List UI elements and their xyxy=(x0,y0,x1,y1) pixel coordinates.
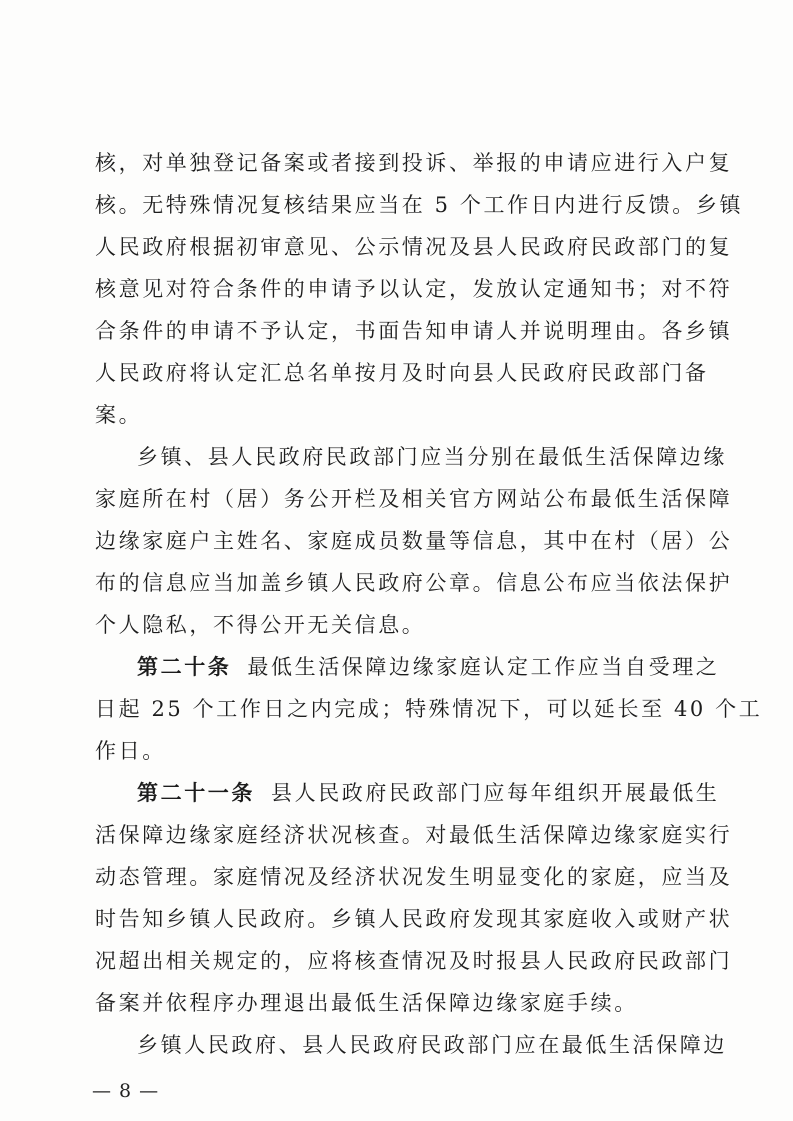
text-line: 人民政府将认定汇总名单按月及时向县人民政府民政部门备 xyxy=(95,361,709,385)
article-heading: 第二十条 xyxy=(137,655,232,679)
text-line: 布的信息应当加盖乡镇人民政府公章。信息公布应当依法保护 xyxy=(95,571,733,595)
text-line: 人民政府根据初审意见、公示情况及县人民政府民政部门的复 xyxy=(95,235,733,259)
text-line: 作日。 xyxy=(95,739,166,763)
text-line: 活保障边缘家庭经济状况核查。对最低生活保障边缘家庭实行 xyxy=(95,823,733,847)
text-line: 个人隐私，不得公开无关信息。 xyxy=(95,613,426,637)
text-line: 核，对单独登记备案或者接到投诉、举报的申请应进行入户复 xyxy=(95,151,733,175)
text-line: 合条件的申请不予认定，书面告知申请人并说明理由。各乡镇 xyxy=(95,319,733,343)
text-line: 动态管理。家庭情况及经济状况发生明显变化的家庭，应当及 xyxy=(95,865,733,889)
text-segment: 最低生活保障边缘家庭认定工作应当自受理之 xyxy=(247,655,720,679)
text-line: 核。无特殊情况复核结果应当在 5 个工作日内进行反馈。乡镇 xyxy=(95,193,744,217)
text-line: 核意见对符合条件的申请予以认定，发放认定通知书；对不符 xyxy=(95,277,733,301)
article-21-first-line xyxy=(137,778,737,808)
text-line: 乡镇、县人民政府民政部门应当分别在最低生活保障边缘 xyxy=(137,445,727,469)
text-line: 日起 25 个工作日之内完成；特殊情况下，可以延长至 40 个工 xyxy=(95,697,763,721)
article-heading: 第二十一条 xyxy=(137,781,255,805)
text-line: 时告知乡镇人民政府。乡镇人民政府发现其家庭收入或财产状 xyxy=(95,907,733,931)
article-20-first-line xyxy=(137,652,737,682)
text-segment: 县人民政府民政部门应每年组织开展最低生 xyxy=(271,781,720,805)
text-line: 边缘家庭户主姓名、家庭成员数量等信息，其中在村（居）公 xyxy=(95,529,733,553)
text-line: 况超出相关规定的，应将核查情况及时报县人民政府民政部门 xyxy=(95,949,733,973)
text-line: 乡镇人民政府、县人民政府民政部门应在最低生活保障边 xyxy=(137,1033,727,1057)
page-number: — 8 — xyxy=(92,1080,160,1102)
text-line: 案。 xyxy=(95,403,143,427)
text-line: 家庭所在村（居）务公开栏及相关官方网站公布最低生活保障 xyxy=(95,487,733,511)
text-line: 备案并依程序办理退出最低生活保障边缘家庭手续。 xyxy=(95,991,638,1015)
